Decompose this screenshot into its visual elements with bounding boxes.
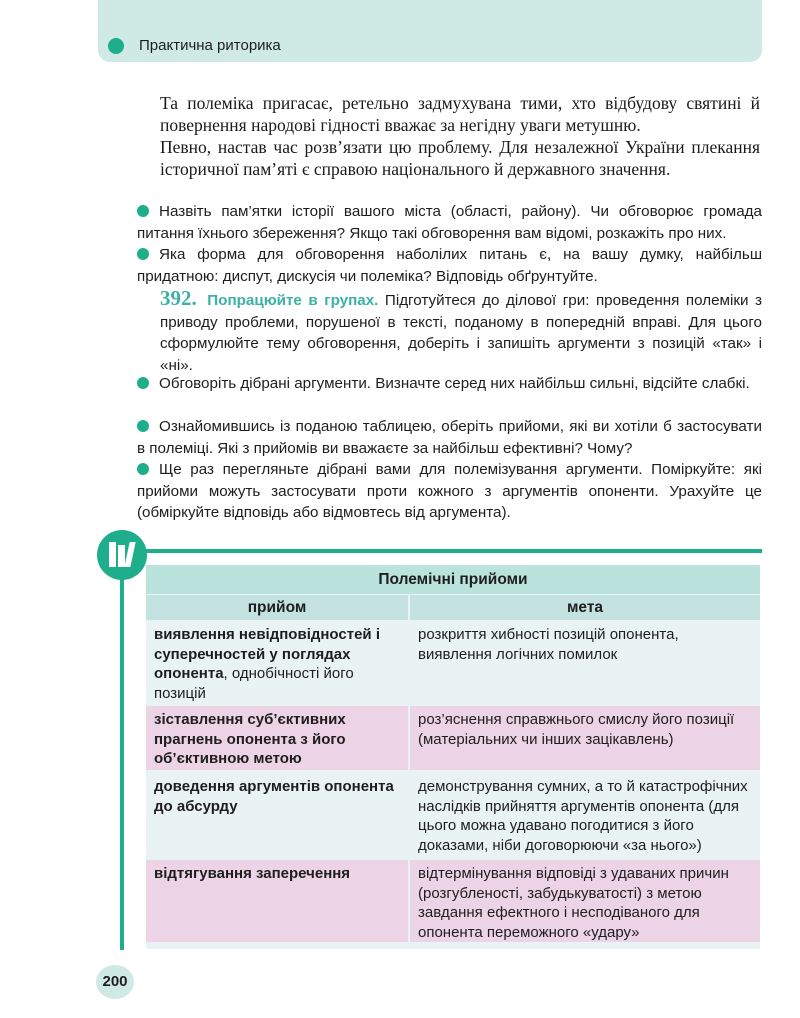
table-cell-technique: виявлення невідповідностей і суперечностей у поглядах опонента, однобічності його позицій bbox=[154, 626, 380, 702]
table-cell-goal: роз’яснення справжнього смислу його позиції (матеріальних чи інших зацікавлень) bbox=[410, 706, 760, 770]
list-item bbox=[137, 244, 762, 287]
exercise-number: 392. bbox=[160, 286, 197, 310]
table-frame-top bbox=[120, 549, 762, 553]
exercise-block bbox=[160, 288, 762, 376]
table-cell-goal: демонстрування сумних, а то й катастрофічних наслідків прийняття аргументів опонента (для цього можна удавано погодитися з його доказами, ніби договорюючи «за нього») bbox=[418, 778, 748, 854]
table-header-technique: прийом bbox=[146, 595, 408, 620]
list-item bbox=[137, 201, 762, 244]
table-cell-technique: зіставлення суб’єктивних прагнень опонента з його об’єктивною метою bbox=[146, 706, 408, 770]
exercise-label: Попрацюйте в групах. bbox=[207, 292, 379, 309]
table-cell-goal: відтермінування відповіді з удаваних причин (розгубленості, забудькуватості) з метою завдання ефектного і несподіваного для опонента переможного «удару» bbox=[410, 860, 760, 942]
list-item bbox=[137, 459, 762, 524]
page-number: 200 bbox=[102, 973, 128, 990]
intro-paragraph-1: Та полеміка пригасає, ретельно задмухувана тими, хто відбудову святині й повернення народові гідності вважає за негідну уваги метушню. bbox=[160, 93, 760, 135]
table-cell-goal: розкриття хибності позицій опонента, виявлення логічних помилок bbox=[418, 626, 679, 663]
bullet-icon bbox=[137, 248, 149, 260]
list-item-text: Яка форма для обговорення наболілих питань є, на вашу думку, найбільш придатною: диспут, дискусія чи полеміка? Відповідь обґрунтуйте. bbox=[137, 246, 762, 285]
books-abc-icon bbox=[97, 530, 147, 580]
intro-paragraph-2: Певно, настав час розв’язати цю проблему. Для незалежної України плекання історичної пам’яті є справою національного й державного значення. bbox=[160, 137, 760, 179]
bullet-icon bbox=[137, 463, 149, 475]
exercise-text: Підготуйтеся до ділової гри: проведення полеміки з приводу проблеми, порушеної в тексті, поданому в попередній вправі. Для цього сформулюйте тему обговорення, доберіть і запишіть аргументи з позицій «так» і «ні». bbox=[160, 292, 762, 374]
bullet-icon bbox=[137, 205, 149, 217]
list-item-text: Ще раз перегляньте дібрані вами для полемізування аргументи. Поміркуйте: які прийоми можуть застосувати проти кожного з аргументів опоненти. Урахуйте це (обміркуйте відповідь або відмовтесь від аргумента). bbox=[137, 461, 762, 521]
table-cell-technique: доведення аргументів опонента до абсурду bbox=[154, 778, 394, 815]
table-header-goal: мета bbox=[410, 595, 760, 620]
table-cell-technique: відтягування заперечення bbox=[146, 860, 408, 942]
list-item-text: Назвіть пам’ятки історії вашого міста (області, району). Чи обговорює громада питання їхнього збереження? Якщо такі обговорення вам відомі, розкажіть про них. bbox=[137, 203, 762, 242]
header-bullet-icon bbox=[108, 38, 124, 54]
section-title: Практична риторика bbox=[139, 37, 281, 54]
bullet-icon bbox=[137, 420, 149, 432]
list-item bbox=[137, 373, 762, 395]
list-item-text: Ознайомившись із поданою таблицею, оберіть прийоми, які ви хотіли б застосувати в полеміці. Які з прийомів ви вважаєте за найбільш ефективні? Чому? bbox=[137, 418, 762, 457]
bullet-icon bbox=[137, 377, 149, 389]
table-frame-left bbox=[120, 548, 124, 950]
list-item bbox=[137, 416, 762, 459]
polemic-techniques-table bbox=[146, 565, 760, 949]
list-item-text: Обговоріть дібрані аргументи. Визначте серед них найбільш сильні, відсійте слабкі. bbox=[159, 375, 750, 392]
table-title: Полемічні прийоми bbox=[146, 565, 760, 594]
